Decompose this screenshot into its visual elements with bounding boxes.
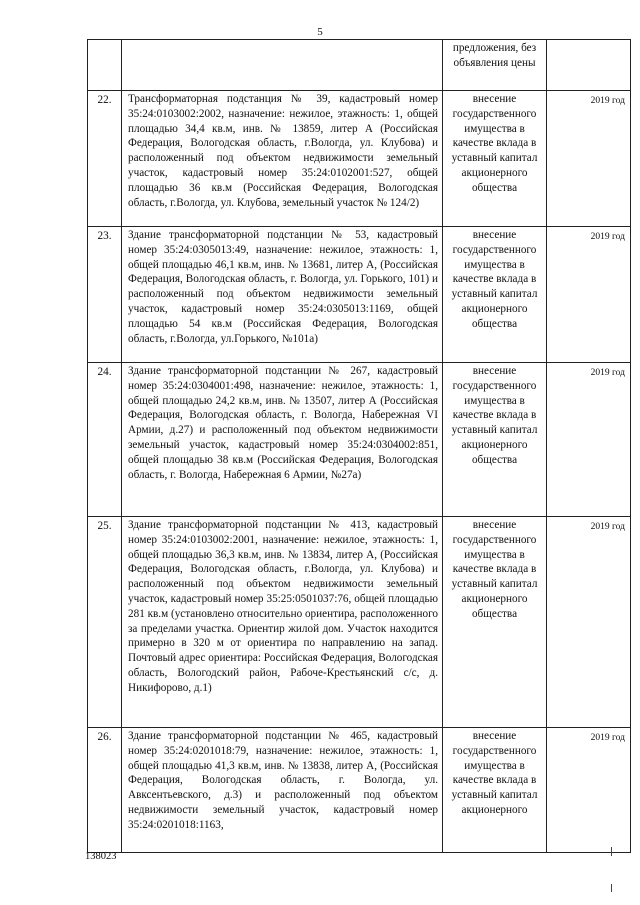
privatization-method: внесение государственного имущества в качестве вклада в уставный капитал акционерного общества xyxy=(443,227,547,363)
table-row xyxy=(88,40,631,91)
property-description: Здание трансформаторной подстанции № 267, кадастровый номер 35:24:0304001:498, назначение: нежилое, этажность: 1, общей площадью 24,2 кв.м, инв. № 13507, литер А (Российская Федерация, Вологодская область, г. Вологда, Набережная VI Армии, д.27) и расположенный под объектом недвижимости земельный участок, кадастровый номер 35:24:0304002:851, общей площадью 38 кв.м (Российская Федерация, Вологодская область, г. Вологда, Набережная 6 Армии, №27а) xyxy=(122,363,443,517)
privatization-method: внесение государственного имущества в качестве вклада в уставный капитал акционерного общества xyxy=(443,517,547,728)
privatization-table xyxy=(87,39,631,853)
row-number: 24. xyxy=(88,363,122,517)
property-description: Здание трансформаторной подстанции № 413, кадастровый номер 35:24:0103002:2001, назначение: нежилое, этажность: 1, общей площадью 36,3 кв.м, инв. № 13834, литер А, (Российская Федерация, Вологодская область, г.Вологда, ул. Клубова) и расположенный под объектом недвижимости земельный участок, кадастровый номер 35:25:0501037:76, общей площадью 281 кв.м (установлено относительно ориентира, расположенного за пределами участка. Ориентир жилой дом. Участок находится примерно в 320 м от ориентира по направлению на запад. Почтовый адрес ориентира: Российская Федерация, Вологодская область, Вологодский район, Рабоче-Крестьянский с/с, д. Никифорово, д.1) xyxy=(122,517,443,728)
table-row xyxy=(88,517,631,728)
row-number: 26. xyxy=(88,728,122,853)
number-cell xyxy=(88,40,122,91)
privatization-year: 2019 год xyxy=(547,728,631,853)
privatization-method: внесение государственного имущества в качестве вклада в уставный капитал акционерного общества xyxy=(443,363,547,517)
table-row xyxy=(88,728,631,853)
method-cell: предложения, без объявления цены xyxy=(443,40,547,91)
description-cell xyxy=(122,40,443,91)
property-description: Здание трансформаторной подстанции № 465, кадастровый номер 35:24:0201018:79, назначение: нежилое, этажность: 1, общей площадью 41,3 кв.м, инв. № 13838, литер А, (Российская Федерация, Вологодская область, г. Вологда, ул. Авксентьевского, д.3) и расположенный под объектом недвижимости земельный участок, кадастровый номер 35:24:0201018:1163, xyxy=(122,728,443,853)
row-number: 25. xyxy=(88,517,122,728)
privatization-method: внесение государственного имущества в качестве вклада в уставный капитал акционерного xyxy=(443,728,547,853)
privatization-method: внесение государственного имущества в качестве вклада в уставный капитал акционерного общества xyxy=(443,91,547,227)
property-description: Трансформаторная подстанция № 39, кадастровый номер 35:24:0103002:2002, назначение: нежилое, этажность: 1, общей площадью 34,4 кв.м, инв. № 13859, литер А (Российская Федерация, Вологодская область, г.Вологда, ул. Клубова) и расположенный под объектом недвижимости земельный участок, кадастровый номер 35:24:0102001:527, общей площадью 36 кв.м (Российская Федерация, Вологодская область, г.Вологда, ул. Клубова, земельный участок № 124/2) xyxy=(122,91,443,227)
privatization-year: 2019 год xyxy=(547,91,631,227)
table-row xyxy=(88,91,631,227)
scan-mark xyxy=(611,847,612,856)
page-number: 5 xyxy=(317,26,323,38)
row-number: 22. xyxy=(88,91,122,227)
document-code: 138023 xyxy=(85,851,117,862)
table-row xyxy=(88,363,631,517)
row-number: 23. xyxy=(88,227,122,363)
table-row xyxy=(88,227,631,363)
scan-mark xyxy=(611,884,612,892)
year-cell xyxy=(547,40,631,91)
privatization-year: 2019 год xyxy=(547,363,631,517)
privatization-year: 2019 год xyxy=(547,517,631,728)
privatization-year: 2019 год xyxy=(547,227,631,363)
property-description: Здание трансформаторной подстанции № 53, кадастровый номер 35:24:0305013:49, назначение: нежилое, этажность: 1, общей площадью 46,1 кв.м, инв. № 13681, литер А, (Российская Федерация, Вологодская область, г. Вологда, ул. Горького, 101) и расположенный под объектом недвижимости земельный участок, кадастровый номер 35:24:0305013:1169, общей площадью 54 кв.м (Российская Федерация, Вологодская область, г.Вологда, ул.Горького, №101а) xyxy=(122,227,443,363)
